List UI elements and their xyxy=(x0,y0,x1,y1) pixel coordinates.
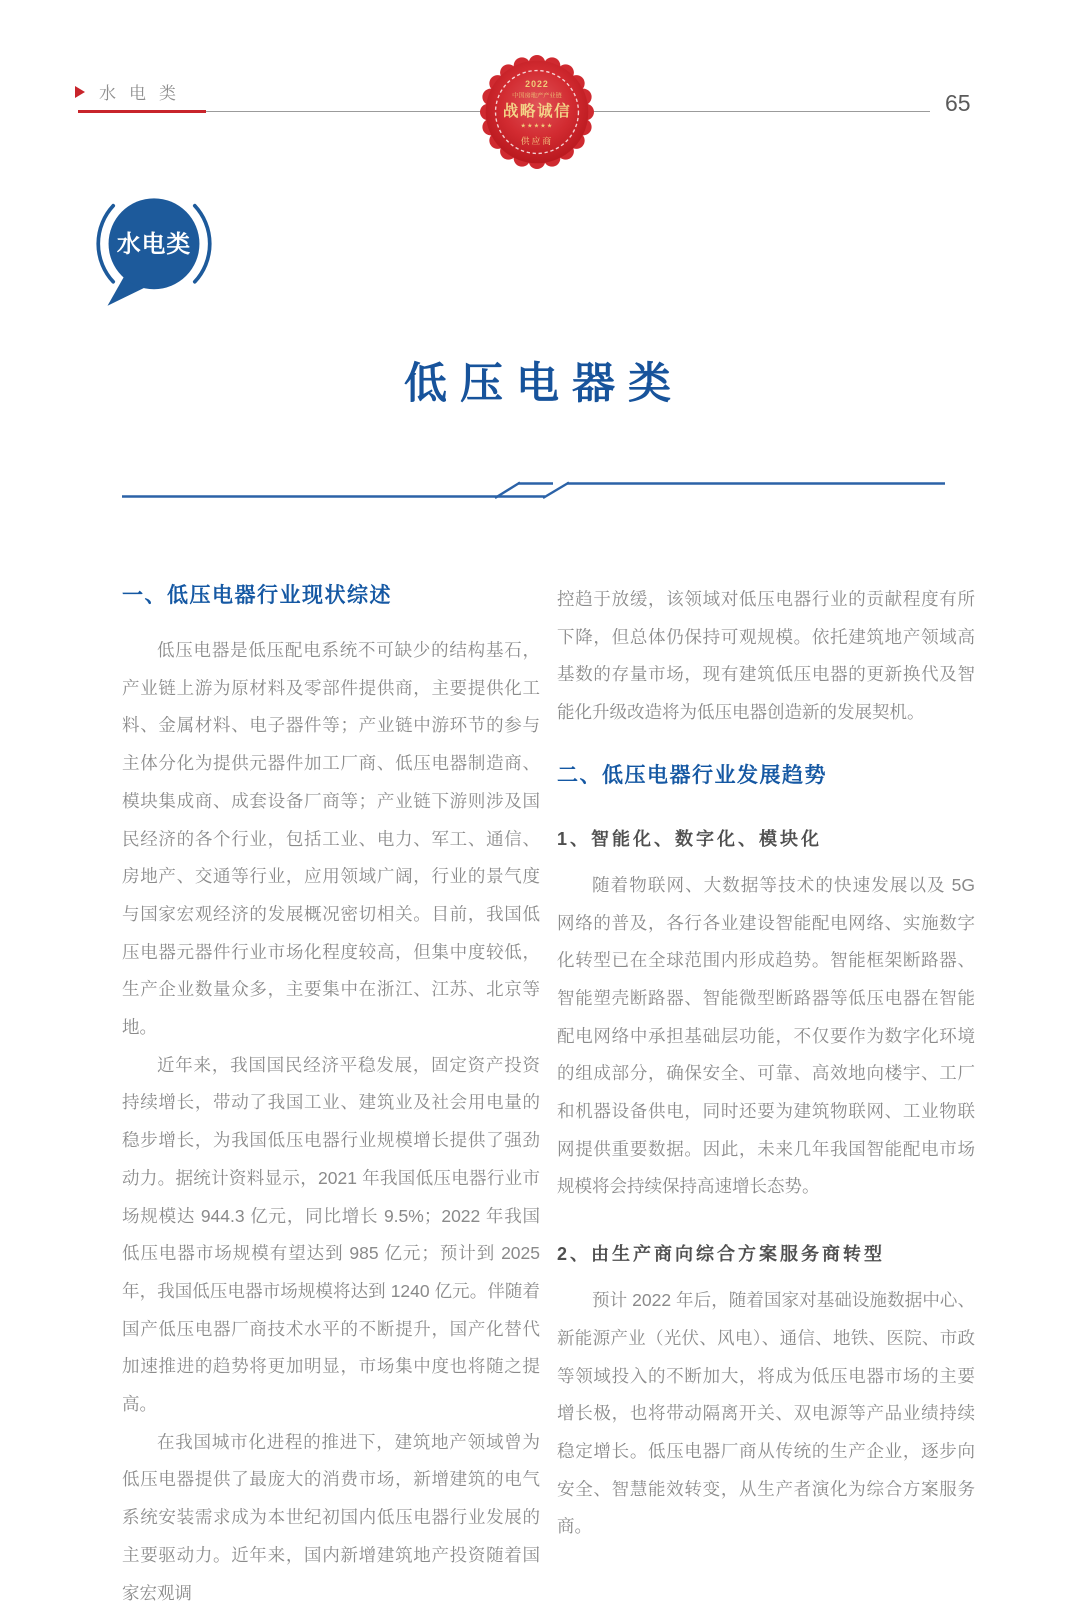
subsection-title-1: 1、智能化、数字化、模块化 xyxy=(557,828,823,849)
paragraph: 近年来，我国国民经济平稳发展，固定资产投资持续增长，带动了我国工业、建筑业及社会用电量的稳步增长，为我国低压电器行业规模增长提供了强劲动力。据统计资料显示，2021 年我国低压电器行业市场规模达 944.3 亿元，同比增长 9.5%；2022 年我国低压电器市场规模有望达到 985 亿元；预计到 2025 年，我国低压电器市场规模将达到 1240 亿元。伴随着国产低压电器厂商技术水平的不断提升，国产化替代加速推进的趋势将更加明显，市场集中度也将随之提高。 xyxy=(122,1054,540,1415)
paragraph-continuation: 控趋于放缓，该领域对低压电器行业的贡献程度有所下降，但总体仍保持可观规模。依托建筑地产领域高基数的存量市场，现有建筑低压电器的更新换代及智能化升级改造将为低压电器创造新的发展契机。 xyxy=(557,589,975,723)
header-category-label: 水电类 xyxy=(99,84,189,103)
paragraph: 预计 2022 年后，随着国家对基础设施数据中心、新能源产业（光伏、风电）、通信、地铁、医院、市政等领域投入的不断加大，将成为低压电器市场的主要增长极，也将带动隔离开关、双电源等产品业绩持续稳定增长。低压电器厂商从传统的生产企业，逐步向安全、智慧能效转变，从生产者演化为综合方案服务商。 xyxy=(557,1290,975,1537)
chapter-title: 低压电器类 xyxy=(404,360,684,408)
section-heading-1: 一、低压电器行业现状综述 xyxy=(122,584,392,607)
right-column xyxy=(557,581,975,1546)
paragraph: 随着物联网、大数据等技术的快速发展以及 5G 网络的普及，各行各业建设智能配电网络、实施数字化转型已在全球范围内形成趋势。智能框架断路器、智能塑壳断路器、智能微型断路器等低压电器在智能配电网络中承担基础层功能，不仅要作为数字化环境的组成部分，确保安全、可靠、高效地向楼宇、工厂和机器设备供电，同时还要为建筑物联网、工业物联网提供重要数据。因此，未来几年我国智能配电市场规模将会持续保持高速增长态势。 xyxy=(557,874,975,1197)
bubble-label: 水电类 xyxy=(116,231,192,259)
red-triangle-icon xyxy=(75,86,85,98)
seal-bottom-line: 供应商 xyxy=(520,136,554,147)
page-header xyxy=(75,79,189,104)
seal-stars: ★★★★★ xyxy=(520,122,554,130)
subsection-title-2: 2、由生产商向综合方案服务商转型 xyxy=(557,1244,886,1265)
decorative-divider xyxy=(122,479,946,503)
seal-main-line: 战略诚信 xyxy=(502,103,572,121)
page-number: 65 xyxy=(945,90,971,116)
header-rule-accent xyxy=(78,110,206,113)
seal-year: 2022 xyxy=(525,79,549,90)
chapter-bubble xyxy=(94,188,214,314)
certification-seal xyxy=(480,55,594,169)
paragraph: 在我国城市化进程的推进下，建筑地产领域曾为低压电器提供了最庞大的消费市场，新增建筑的电气系统安装需求成为本世纪初国内低压电器行业发展的主要驱动力。近年来，国内新增建筑地产投资随着国家宏观调 xyxy=(122,1431,540,1603)
paragraph: 低压电器是低压配电系统不可缺少的结构基石，产业链上游为原材料及零部件提供商，主要提供化工料、金属材料、电子器件等；产业链中游环节的参与主体分化为提供元器件加工厂商、低压电器制造商、模块集成商、成套设备厂商等；产业链下游则涉及国民经济的各个行业，包括工业、电力、军工、通信、房地产、交通等行业，应用领域广阔，行业的景气度与国家宏观经济的发展概况密切相关。目前，我国低压电器元器件行业市场化程度较高，但集中度较低，生产企业数量众多，主要集中在浙江、江苏、北京等地。 xyxy=(122,640,540,1038)
seal-org-line: 中国房地产产业链 xyxy=(512,92,562,100)
left-column xyxy=(122,581,540,1612)
section-heading-2: 二、低压电器行业发展趋势 xyxy=(557,763,827,787)
